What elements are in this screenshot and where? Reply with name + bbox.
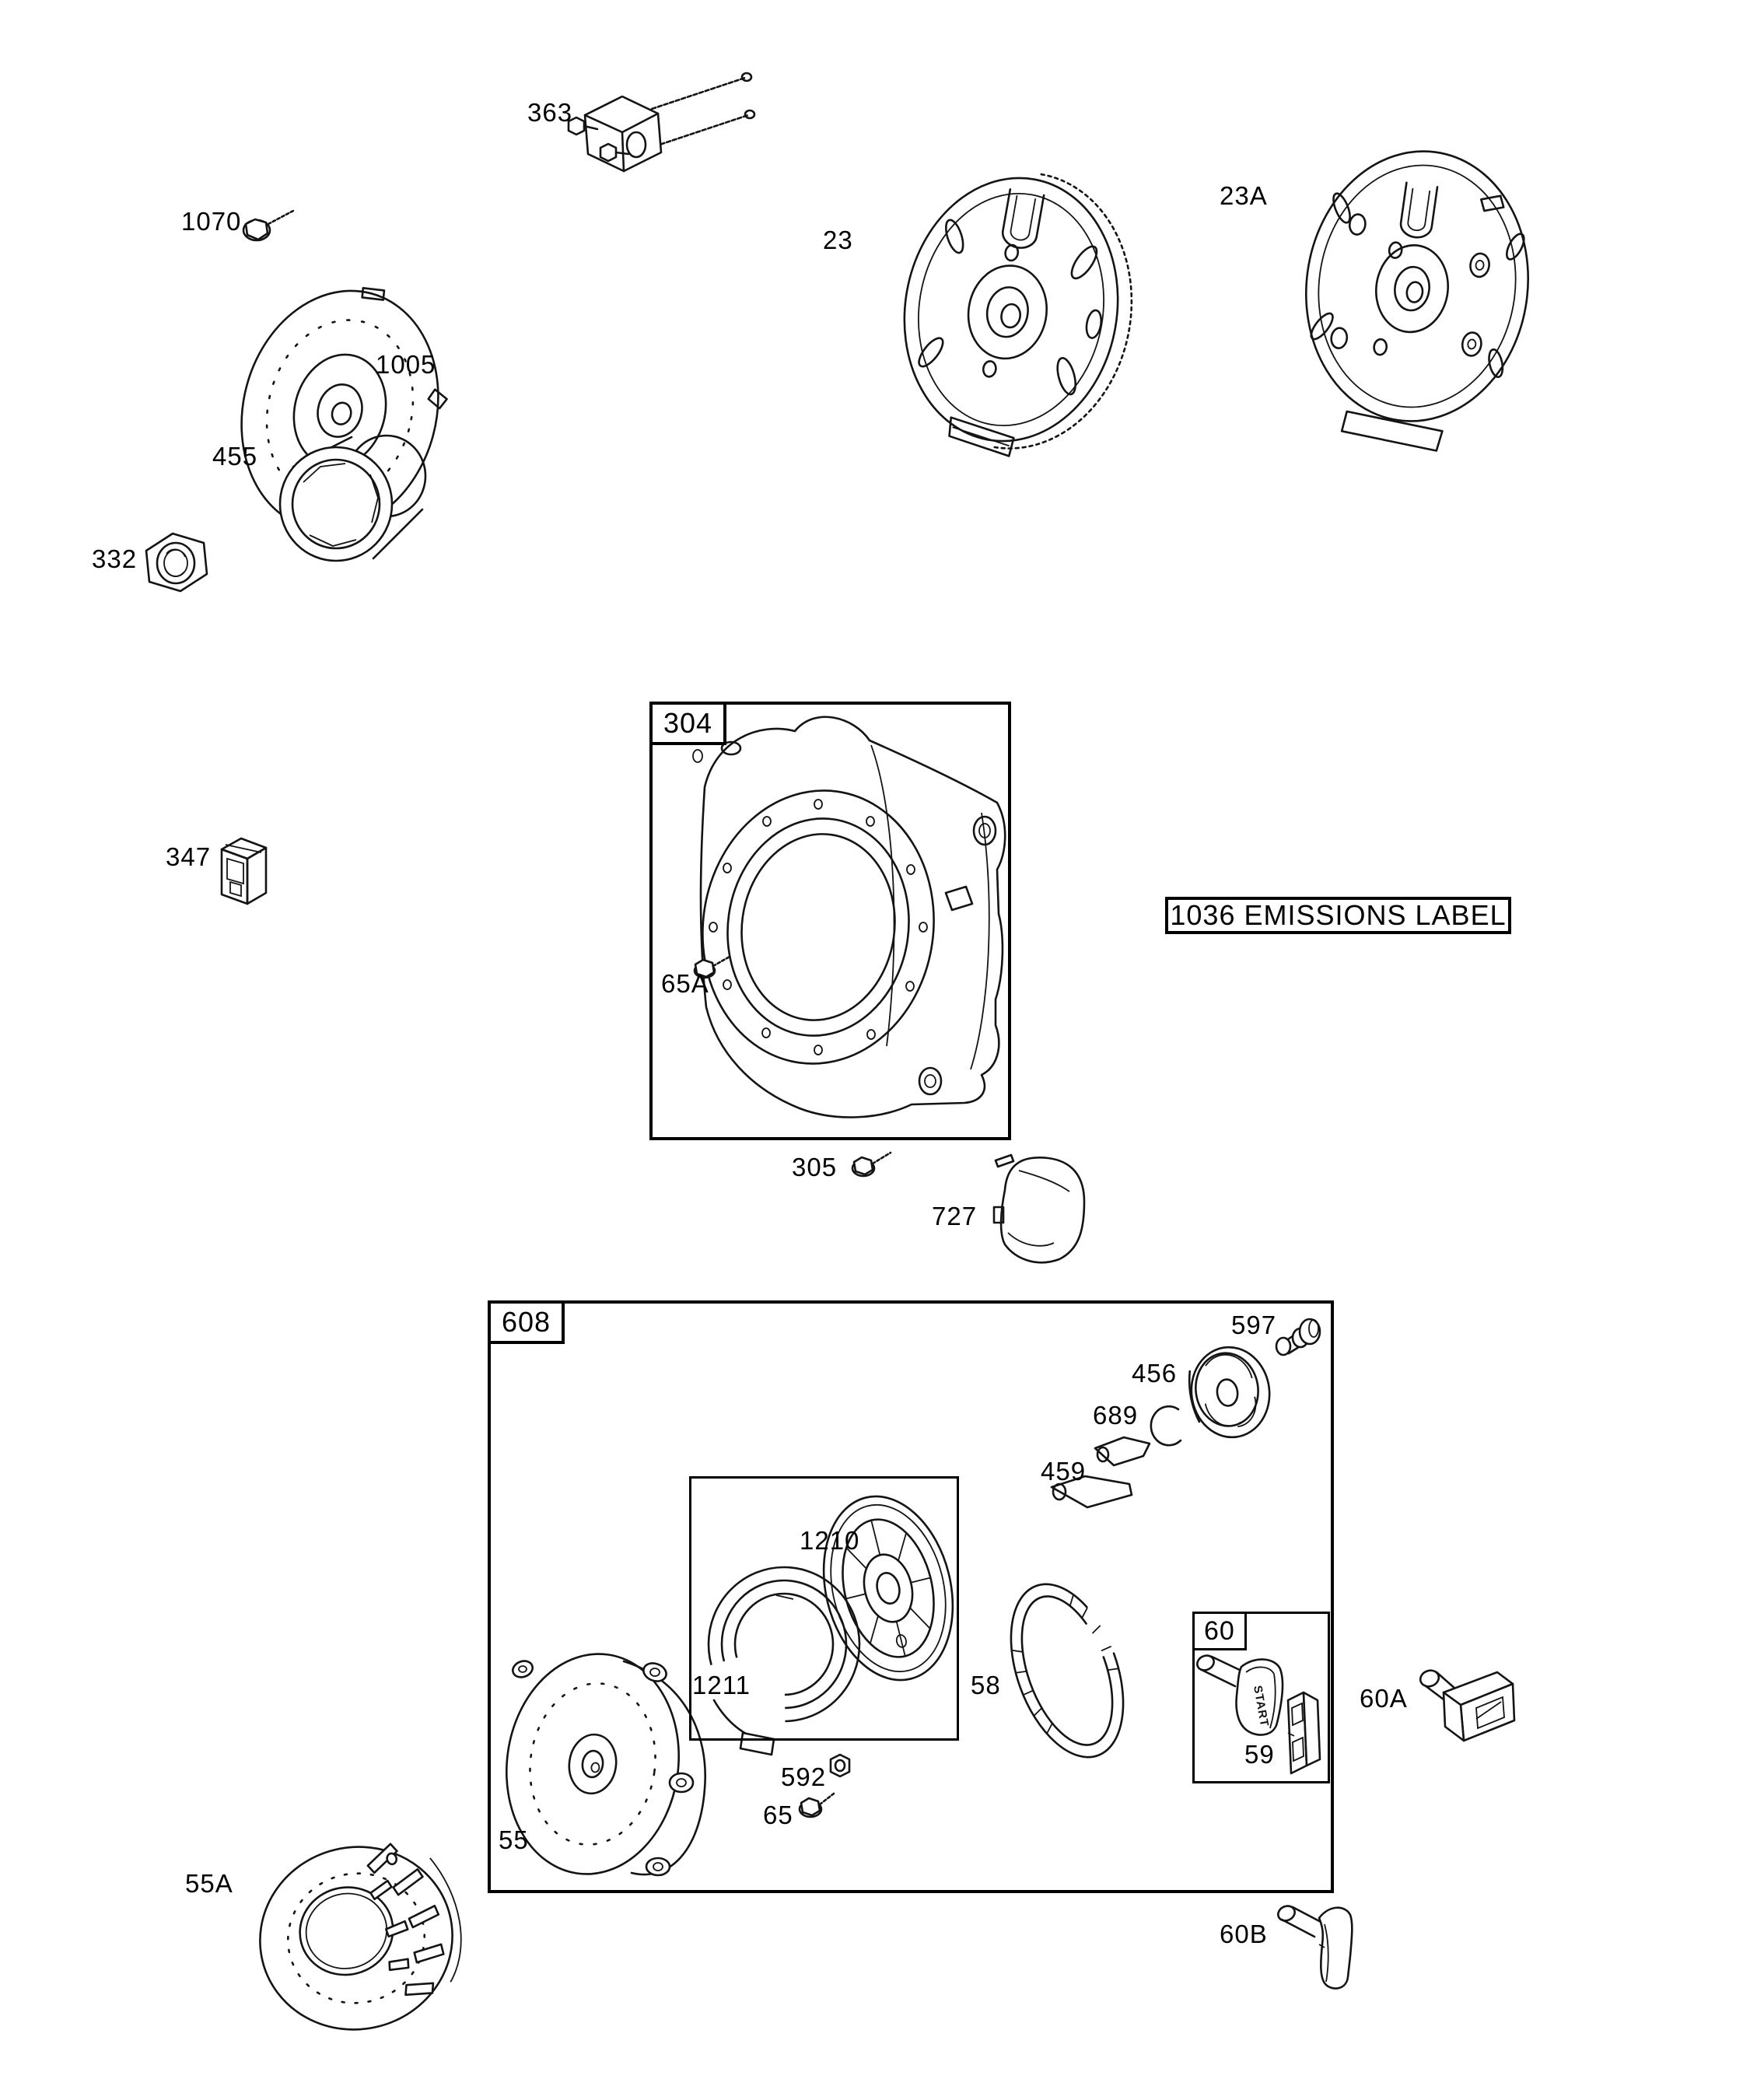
callout-23A: 23A xyxy=(1220,181,1268,210)
callout-59: 59 xyxy=(1244,1740,1275,1769)
grip-insert-60A-drawing xyxy=(1418,1668,1514,1741)
callout-455: 455 xyxy=(212,442,258,471)
pulley-spring-subbox xyxy=(689,1476,959,1741)
flywheel-23-drawing xyxy=(882,155,1153,473)
box-60-tag: 60 xyxy=(1192,1612,1247,1650)
callout-1210: 1210 xyxy=(800,1526,860,1555)
callout-727: 727 xyxy=(932,1202,978,1230)
callout-305: 305 xyxy=(792,1153,838,1181)
flywheel-screw-1070-drawing xyxy=(243,211,293,240)
box-608-tag: 608 xyxy=(488,1300,565,1344)
callout-65A: 65A xyxy=(661,969,709,998)
callout-597: 597 xyxy=(1231,1311,1277,1339)
flywheel-23A-drawing xyxy=(1286,137,1545,460)
stop-switch-347-drawing xyxy=(222,838,266,904)
callout-55A: 55A xyxy=(185,1869,233,1898)
callout-456: 456 xyxy=(1132,1359,1178,1388)
callout-689: 689 xyxy=(1093,1401,1139,1430)
starter-cup-455-drawing xyxy=(280,436,425,561)
puller-363-drawing xyxy=(569,73,754,171)
handle-60B-drawing xyxy=(1276,1903,1352,1988)
callout-box-304 xyxy=(649,702,1011,1140)
flywheel-nut-332-drawing xyxy=(146,534,207,591)
callout-347: 347 xyxy=(166,842,212,871)
cover-727-drawing xyxy=(994,1155,1084,1262)
callout-60B: 60B xyxy=(1220,1920,1268,1948)
callout-55: 55 xyxy=(499,1825,529,1854)
callout-1211: 1211 xyxy=(692,1671,751,1699)
callout-592: 592 xyxy=(781,1762,827,1791)
callout-459: 459 xyxy=(1041,1457,1087,1486)
screw-305-drawing xyxy=(852,1153,891,1176)
callout-65: 65 xyxy=(763,1801,793,1829)
callout-1070: 1070 xyxy=(181,207,242,236)
blower-screen-55A-drawing xyxy=(240,1825,479,2050)
box-304-tag: 304 xyxy=(649,702,726,745)
callout-363: 363 xyxy=(527,98,573,127)
callout-23: 23 xyxy=(823,226,853,254)
callout-58: 58 xyxy=(971,1671,1001,1699)
grip-start-text: START xyxy=(1251,1684,1272,1728)
emissions-label-box: 1036 EMISSIONS LABEL xyxy=(1165,897,1511,934)
callout-1005: 1005 xyxy=(376,350,436,379)
callout-60A: 60A xyxy=(1360,1684,1408,1713)
callout-332: 332 xyxy=(92,544,138,573)
